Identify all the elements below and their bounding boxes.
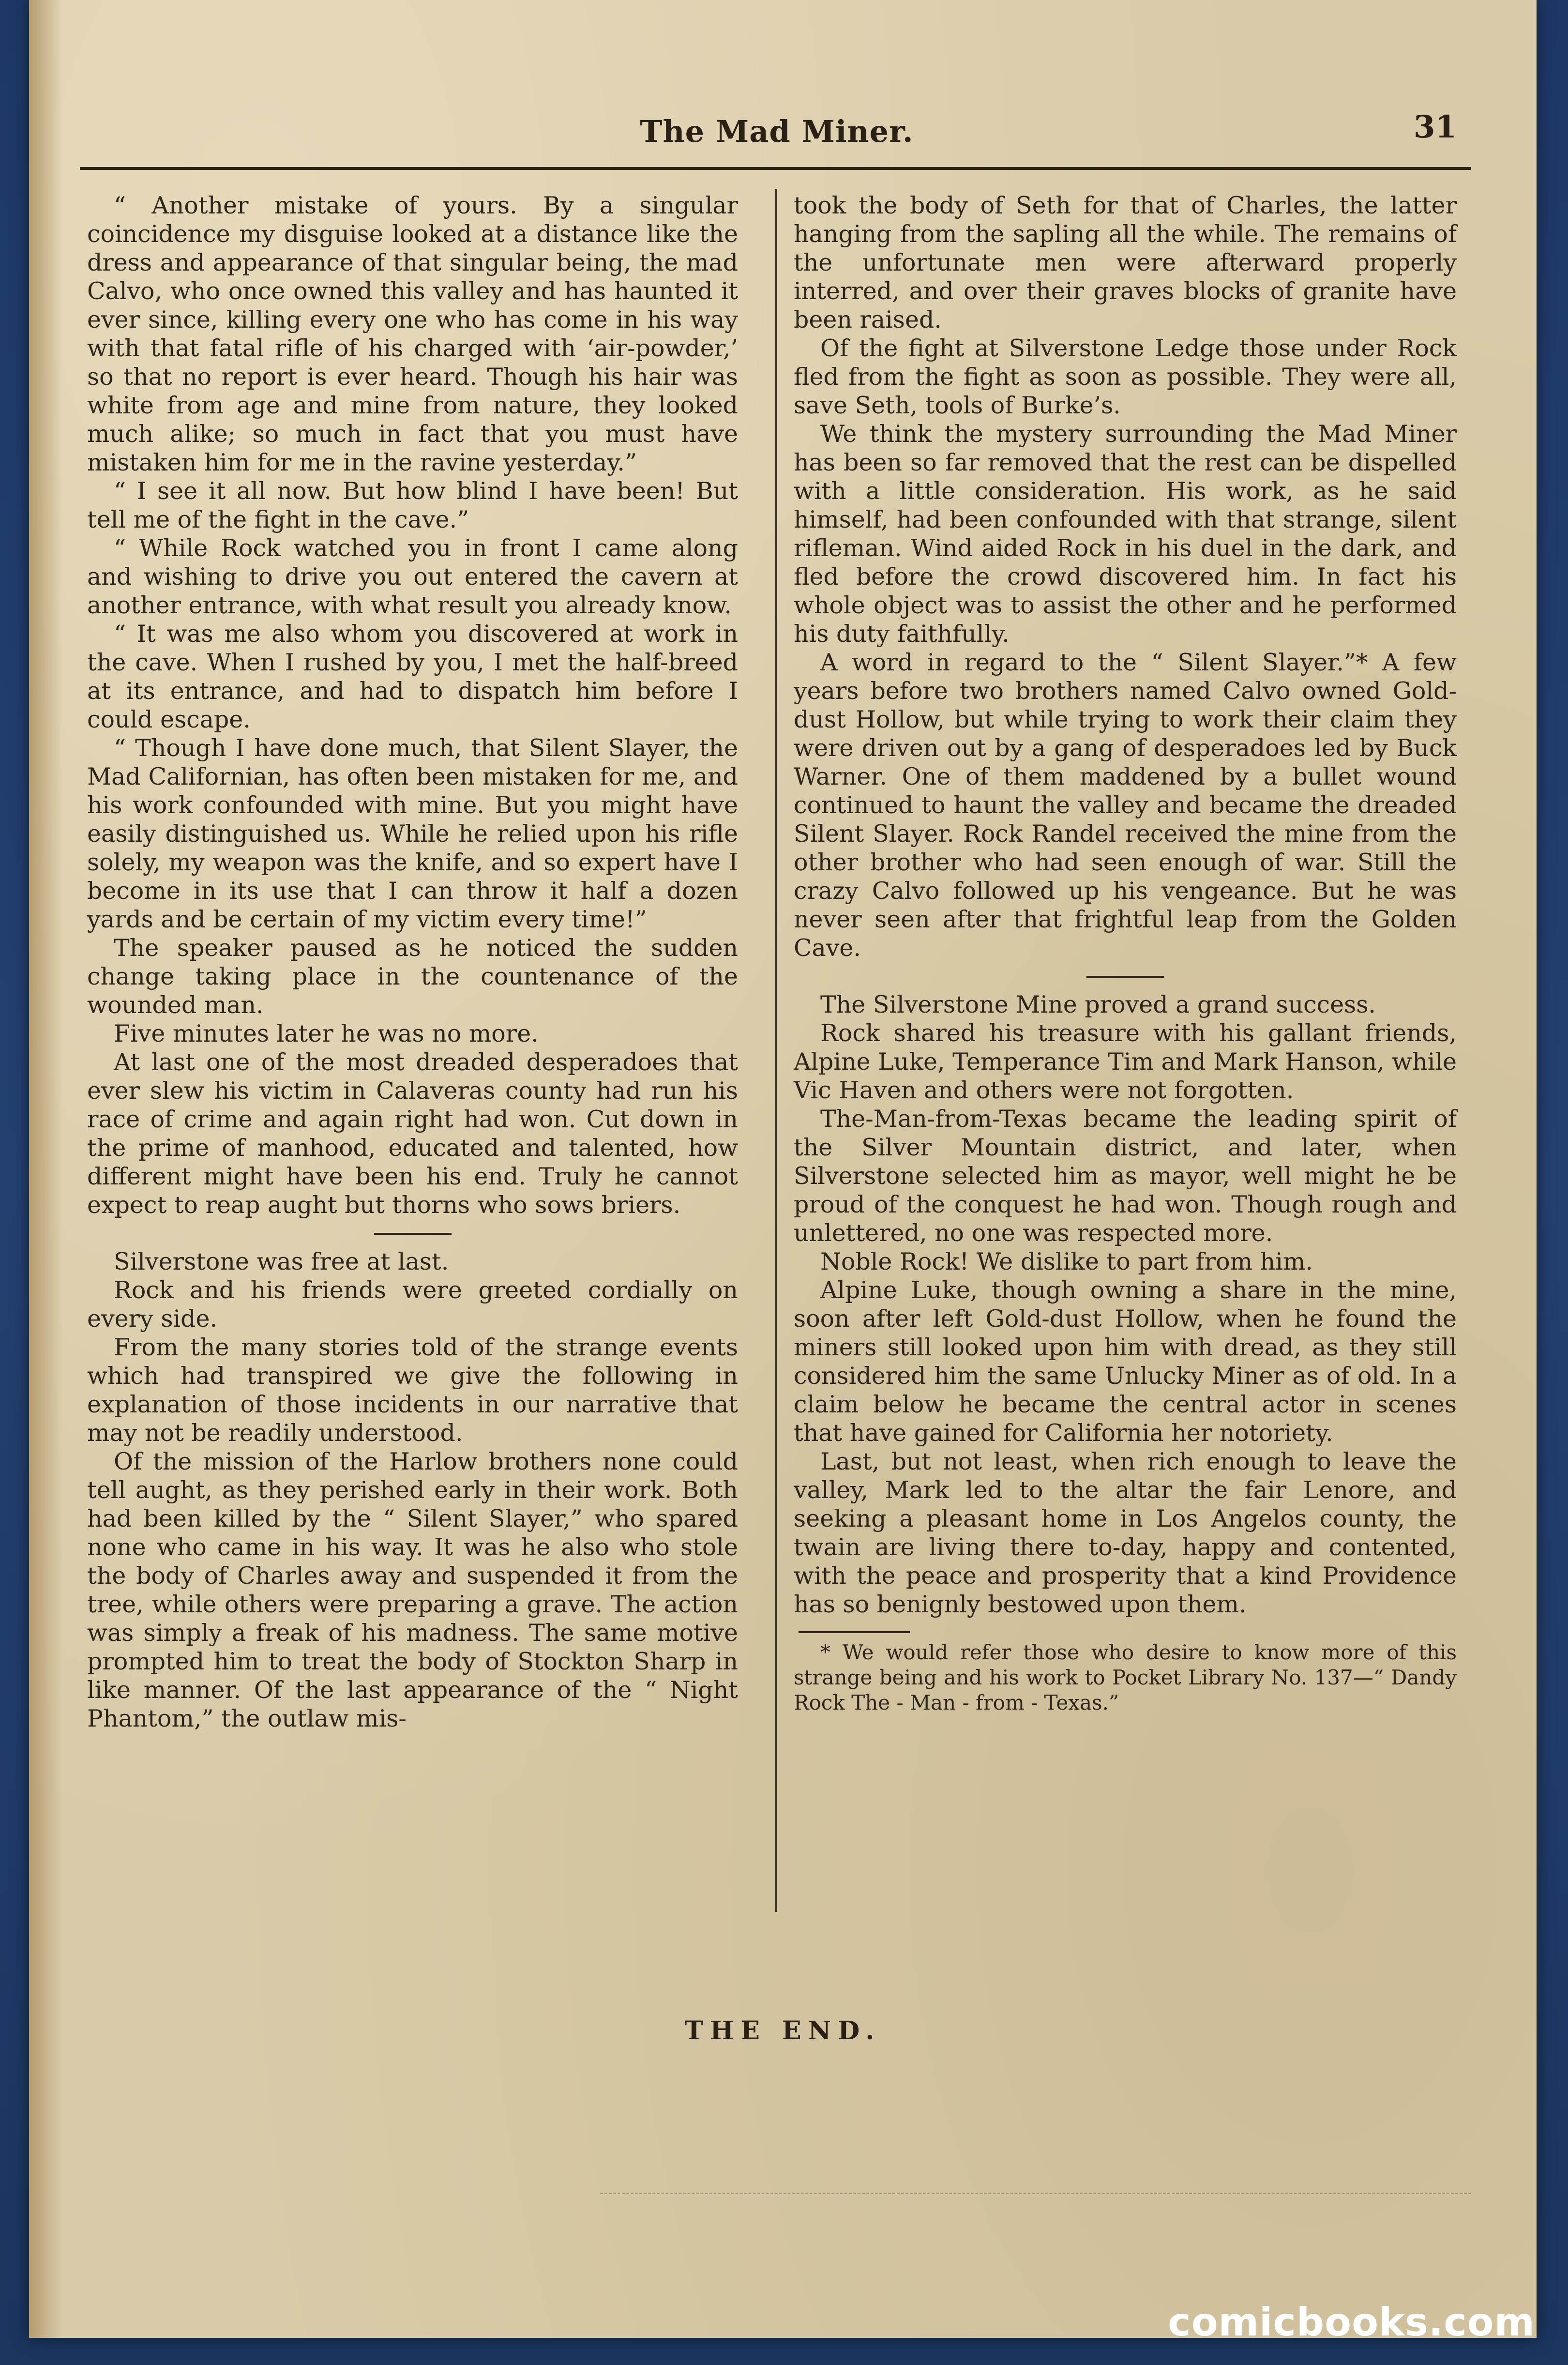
paragraph: Of the mission of the Harlow brothers none could tell aught, as they perished early in their work. Both had been killed by the “ Silent Slayer,” who spared none who came in his way. It was he also who stole the body of Charles away and suspended it from the tree, while others were preparing a grave. The action was simply a freak of his madness. The same motive prompted him to treat the body of Stockton Sharp in like manner. Of the last appearance of the “ Night Phantom,” the outlaw mis- (87, 1448, 738, 1732)
paragraph: The speaker paused as he noticed the sudden change taking place in the countenance of the wounded man. (87, 934, 738, 1019)
the-end: THE END. (684, 2016, 881, 2046)
paragraph: A word in regard to the “ Silent Slayer.”* A few years before two brothers named Calvo owned Gold-dust Hollow, but while trying to work their claim they were driven out by a gang of desperadoes led by Buck Warner. One of them maddened by a bullet wound continued to haunt the valley and became the dreaded Silent Slayer. Rock Randel received the mine from the other brother who had seen enough of war. Still the crazy Calvo followed up his vengeance. But he was never seen after that frightful leap from the Golden Cave. (794, 649, 1457, 962)
paragraph: Five minutes later he was no more. (114, 1020, 539, 1047)
paragraph: The-Man-from-Texas became the leading spirit of the Silver Mountain district, and later, when Silverstone selected him as mayor, well might he be proud of the conquest he had won. Though rough and unlettered, no one was respected more. (794, 1105, 1457, 1247)
running-title: The Mad Miner. (640, 114, 914, 149)
paragraph: At last one of the most dreaded desperadoes that ever slew his victim in Calaveras county had run his race of crime and again right had won. Cut down in the prime of manhood, educated and talented, how different might have been his end. Truly he cannot expect to reap aught but thorns who sows briers. (87, 1048, 738, 1219)
paragraph: Alpine Luke, though owning a share in the mine, soon after left Gold-dust Hollow, when he found the miners still looked upon him with dread, as they still considered him the same Unlucky Miner as of old. In a claim below he became the central actor in scenes that have gained for California her notoriety. (794, 1276, 1457, 1447)
book-page (29, 0, 1537, 2338)
paragraph: Noble Rock! We dislike to part from him. (820, 1248, 1313, 1275)
paragraph: took the body of Seth for that of Charles, the latter hanging from the sapling all the while. The remains of the unfortunate men were afterward properly interred, and over their graves blocks of granite have been raised. (794, 192, 1457, 334)
paragraph: “ Though I have done much, that Silent Slayer, the Mad Californian, has often been mistaken for me, and his work confounded with mine. But you might have easily distinguished us. While he relied upon his rifle solely, my weapon was the knife, and so expert have I become in its use that I can throw it half a dozen yards and be certain of my victim every time!” (87, 734, 738, 933)
paragraph: The Silverstone Mine proved a grand success. (820, 991, 1376, 1018)
header-rule (80, 167, 1471, 170)
paragraph: Rock shared his treasure with his gallant friends, Alpine Luke, Temperance Tim and Mark Hanson, while Vic Haven and others were not forgotten. (794, 1019, 1457, 1104)
paragraph: Rock and his friends were greeted cordially on every side. (87, 1276, 738, 1333)
paragraph: “ Another mistake of yours. By a singular coincidence my disguise looked at a distance like the dress and appearance of that singular being, the mad Calvo, who once owned this valley and has haunted it ever since, killing every one who has come in his way with that fatal rifle of his charged with ‘air-powder,’ so that no report is ever heard. Though his hair was white from age and mine from nature, they looked much alike; so much in fact that you must have mistaken him for me in the ravine yesterday.” (87, 192, 738, 476)
watermark: comicbooks.com (1168, 2300, 1535, 2345)
paragraph: We think the mystery surrounding the Mad Miner has been so far removed that the rest can be dispelled with a little consideration. His work, as he said himself, had been confounded with that strange, silent rifleman. Wind aided Rock in his duel in the dark, and fled before the crowd discovered him. In fact his whole object was to assist the other and he performed his duty faithfully. (794, 420, 1457, 648)
right-column (794, 191, 1457, 1715)
paragraph: Last, but not least, when rich enough to leave the valley, Mark led to the altar the fair Lenore, and seeking a pleasant home in Los Angelos county, the twain are living there to-day, happy and contented, with the peace and prosperity that a kind Providence has so benignly bestowed upon them. (794, 1448, 1457, 1618)
left-column (87, 191, 738, 1733)
page-header (80, 104, 1474, 162)
section-divider (1086, 976, 1164, 978)
paragraph: “ I see it all now. But how blind I have been! But tell me of the fight in the cave.” (87, 477, 738, 533)
torn-page-edge (29, 0, 63, 2338)
column-rule (775, 189, 777, 1912)
paragraph: From the many stories told of the strange events which had transpired we give the following in explanation of those incidents in our narrative that may not be readily understood. (87, 1334, 738, 1447)
footnote-rule (799, 1631, 910, 1633)
paragraph: “ While Rock watched you in front I came along and wishing to drive you out entered the cavern at another entrance, with what result you already know. (87, 534, 738, 619)
page-number: 31 (1413, 109, 1457, 145)
paragraph: Silverstone was free at last. (114, 1248, 449, 1275)
paragraph: “ It was me also whom you discovered at work in the cave. When I rushed by you, I met the half-breed at its entrance, and had to dispatch him before I could escape. (87, 620, 738, 733)
show-through-marks (600, 2193, 1471, 2198)
paragraph: Of the fight at Silverstone Ledge those under Rock fled from the fight as soon as possible. They were all, save Seth, tools of Burke’s. (794, 334, 1457, 419)
footnote: * We would refer those who desire to know more of this strange being and his work to Pocket Library No. 137—“ Dandy Rock The - Man - from - Texas.” (794, 1640, 1457, 1714)
section-divider (374, 1233, 452, 1235)
